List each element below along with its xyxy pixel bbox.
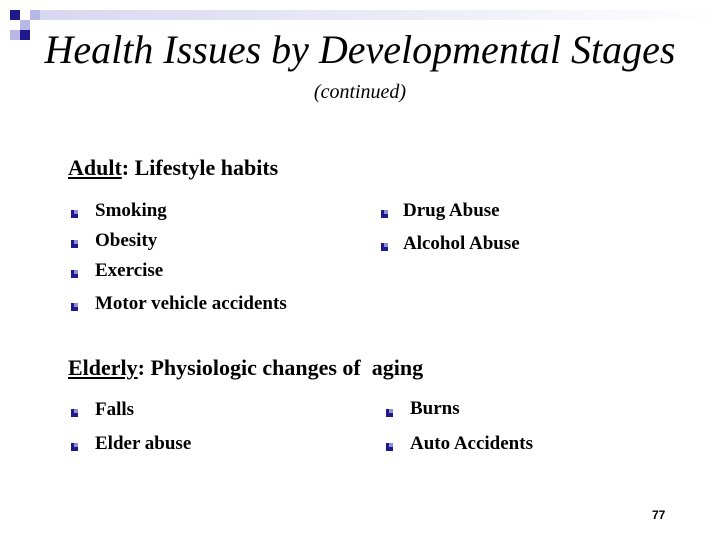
list-item-label: Elder abuse — [95, 433, 192, 454]
list-item-label: Auto Accidents — [410, 433, 533, 454]
slide-title: Health Issues by Developmental Stages — [44, 27, 676, 72]
adult-heading-label: Adult — [68, 155, 122, 180]
decoration-square — [10, 10, 20, 20]
square-bullet-icon — [386, 443, 393, 451]
list-item-label: Smoking — [95, 200, 167, 221]
elderly-heading-label: Elderly — [68, 355, 138, 380]
adult-heading-rest: : Lifestyle habits — [121, 155, 279, 180]
page-number: 77 — [652, 508, 666, 522]
decoration-square — [30, 10, 40, 20]
adult-heading — [68, 155, 278, 181]
square-bullet-icon — [71, 303, 78, 311]
square-bullet-icon — [71, 210, 78, 218]
square-bullet-icon — [71, 270, 78, 278]
elderly-heading-rest: : Physiologic changes of aging — [137, 355, 424, 380]
header-gradient-bar — [40, 10, 720, 20]
list-item-label: Burns — [410, 398, 460, 419]
square-bullet-icon — [386, 409, 393, 417]
list-item-label: Drug Abuse — [403, 200, 500, 221]
square-bullet-icon — [381, 210, 388, 218]
square-bullet-icon — [71, 240, 78, 248]
slide-subtitle: (continued) — [313, 81, 407, 103]
elderly-heading — [68, 355, 423, 381]
list-item-label: Motor vehicle accidents — [95, 293, 287, 314]
list-item-label: Obesity — [95, 230, 158, 251]
list-item-label: Exercise — [95, 260, 164, 281]
list-item-label: Alcohol Abuse — [403, 233, 520, 254]
square-bullet-icon — [71, 409, 78, 417]
square-bullet-icon — [71, 443, 78, 451]
list-item-label: Falls — [95, 399, 135, 420]
square-bullet-icon — [381, 243, 388, 251]
